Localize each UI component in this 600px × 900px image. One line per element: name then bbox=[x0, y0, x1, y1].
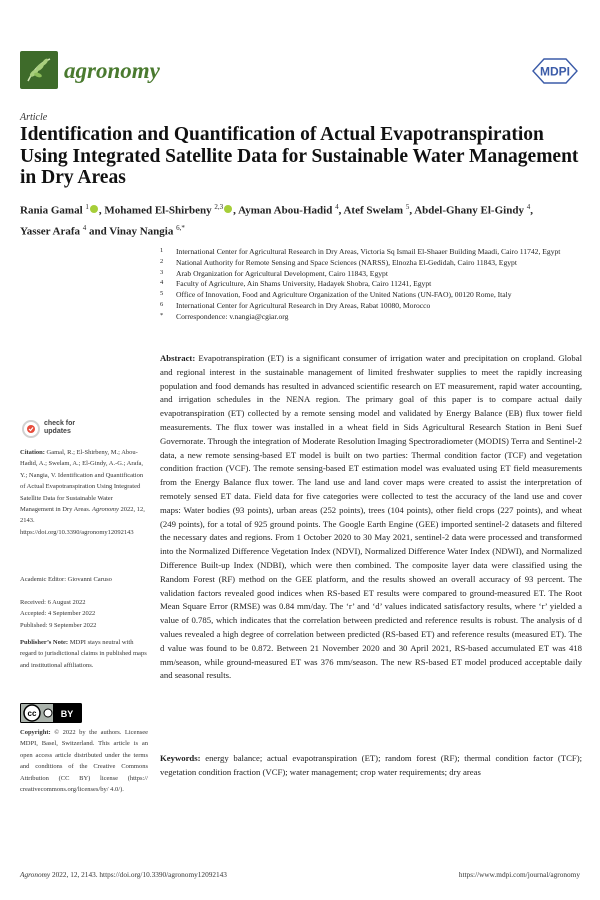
author: Rania Gamal bbox=[20, 204, 83, 217]
author: Vinay Nangia bbox=[109, 225, 174, 238]
published-date: Published: 9 September 2022 bbox=[20, 621, 97, 629]
citation-journal: Agronomy bbox=[92, 506, 119, 514]
page-footer bbox=[20, 870, 580, 882]
check-for-updates-button[interactable]: check for updates bbox=[44, 420, 76, 435]
footer-journal: Agronomy bbox=[20, 870, 51, 879]
cc-by-license-icon[interactable] bbox=[20, 703, 82, 723]
paper-title: Identification and Quantification of Actual Evapotranspiration Using Integrated Satellite Data for Sustainable Water Management in Dry Areas bbox=[20, 124, 579, 188]
citation-text: Gamal, R.; El-Shirbeny, M.; Abou-Hadid, A.; Swelam, A.; El-Gindy, A.-G.; Arafa, Y.; Nangia, V. Identification and Quantification of Actual Evapotranspiration Using Integrated Satellite Data for Sustainable Water Management in Dry Areas. bbox=[20, 449, 144, 514]
svg-text:cc: cc bbox=[27, 709, 37, 718]
copyright-text: © 2022 by the authors. Licensee MDPI, Basel, Switzerland. This article is an open access article distributed under the terms and conditions of the Creative Commons Attribution (CC BY) license (https:// creativecommons.org/licenses/by/ 4.0/). bbox=[20, 729, 148, 794]
orcid-icon[interactable] bbox=[224, 205, 232, 213]
keywords-label: Keywords: bbox=[160, 753, 201, 763]
copyright-label: Copyright: bbox=[20, 729, 51, 736]
author: Ayman Abou-Hadid bbox=[238, 204, 333, 217]
author: Atef Swelam bbox=[343, 204, 404, 217]
citation-label: Citation: bbox=[20, 449, 45, 456]
abstract bbox=[160, 352, 582, 683]
footer-citation: 2022, 12, 2143. https://doi.org/10.3390/agronomy12092143 bbox=[51, 870, 227, 879]
check-for-updates-icon[interactable] bbox=[22, 420, 40, 438]
received-date: Received: 6 August 2022 bbox=[20, 599, 86, 606]
publisher-note-label: Publisher’s Note: bbox=[20, 639, 69, 646]
svg-text:BY: BY bbox=[60, 709, 74, 719]
author-list: Rania Gamal $^1$ , Mohamed El-Shirbeny $^{2,3}$ , Ayman Abou-Hadid $^4$, Atef Swelam $^5$, Abdel-Ghany El-Gindy $^4$, Yasser Arafa $^4$ and Vinay Nangia $^{6,*}$ bbox=[20, 203, 533, 238]
footer-journal-link[interactable]: https://www.mdpi.com/journal/agronomy bbox=[458, 870, 580, 879]
accepted-date: Accepted: 4 September 2022 bbox=[20, 610, 96, 618]
author: Mohamed El-Shirbeny bbox=[104, 204, 212, 217]
article-type: Article bbox=[20, 112, 48, 123]
publication-dates bbox=[20, 597, 148, 631]
author: Yasser Arafa bbox=[20, 225, 80, 238]
correspondence: * Correspondence: v.nangia@cgiar.org bbox=[160, 311, 289, 321]
mdpi-logo-text: MDPI bbox=[540, 64, 570, 79]
journal-logo-icon bbox=[20, 51, 58, 89]
affiliation-item: 5 Office of Innovation, Food and Agriculture Organization of the United Nations (UN-FAO), 00120 Rome, Italy bbox=[160, 290, 512, 300]
mdpi-logo bbox=[532, 58, 578, 84]
citation-details: 2022, 12, 2143. https://doi.org/10.3390/agronomy12092143 bbox=[20, 506, 145, 536]
academic-editor: Academic Editor: Giovanni Caruso bbox=[20, 576, 112, 583]
keywords-text: energy balance; actual evapotranspiration (ET); random forest (RF); thermal condition factor (TCF); vegetation condition fraction (VCF); water management; crop water requirements; dry areas bbox=[160, 753, 582, 777]
copyright bbox=[20, 727, 148, 795]
affiliation-item: 1 International Center for Agricultural Research in Dry Areas, Victoria Sq Ismail El-Shaaer Building Maadi, Cairo 11742, Egypt bbox=[160, 247, 561, 256]
abstract-text: Evapotranspiration (ET) is a significant consumer of irrigation water and precipitation on cropland. Global and regional interest in the sustainable management of limited freshwater supplies to meet the rapidly increasing population and food demands has resulted in advanced scientific research on ET measurement, rapid water accounting, and irrigation schedules in the NENA region. The primary goal of this paper is to compare actual daily evapotranspiration (ET) collected by a remote sensing model and validated by Energy Balance (EB) flux tower field measurements. The flux tower was installed in a wheat field in Sids Agricultural Research Station in Beni Suef Governorate. Through the integration of Moderate Resolution Imaging Spectroradiometer (MODIS) Terra and Sentinel-2 data, a new remote sensing-based ET model is built on two parties: Thermal condition factor (TCF) and vegetation condition fraction (VCF). The remote sensing-based ET estimation model was evaluated using ET field measurements from the Energy Balance flux tower. The land use and land cover maps were created to assist the interpretation of remotely sensed ET data. Field data for five categories were collected to test the accuracy of the land use and cover maps: Water bodies (93 points), urban areas (252 points), trees (104 points), other field crops (227 points), and wheat (249 points), for a total of 925 ground points. The Google Earth Engine (GEE) imported sentinel-2 datasets and filtered the necessary dates and regions. From 1 October 2020 to 30 May 2021, sentinel-2 data were processed and transformed into the Normalized Difference Vegetation Index (NDVI), Normalized Difference Water Index (NDWI), and Normalized Difference Built-up Index (NDBI), which were then combined. The composite layer data were classified using the Random Forest (RF) method on the GEE platform, and the results showed an overall accuracy of 93 percent. The validation factors revealed good indices when RS-based ET results were compared to ground-measured ET. The Root Mean Square Error (RMSE) was 0.84 mm/day. The ‘r’ and ‘d’ values indicated satisfactory results, where ‘r’ yielded a value of 0.785, which indicates that the correlation between predicted and reference results is robust. The analysis of d values revealed a high degree of correlation between predicted (RS-based ET) and reference results (measured ET). The d value was found to be 0.872. Between 21 November 2020 and 30 April 2021, RS-based accumulated ET was 418 mm/season, while ground-measured ET was 376 mm/season. The new RS-based ET model produced acceptable daily and seasonal results. bbox=[160, 353, 582, 681]
journal-name: agronomy bbox=[64, 58, 160, 83]
affiliation-item: 2 National Authority for Remote Sensing and Space Sciences (NARSS), Elnozha El-Gedidah, Cairo 11843, Egypt bbox=[160, 257, 517, 267]
keywords bbox=[160, 752, 582, 780]
orcid-icon[interactable] bbox=[90, 205, 98, 213]
publisher-note: Publisher’s Note: MDPI stays neutral with regard to jurisdictional claims in published maps and institutional affiliations. bbox=[20, 639, 147, 669]
affiliation-item: 4 Faculty of Agriculture, Ain Shams University, Hadayek Shobra, Cairo 11241, Egypt bbox=[160, 279, 432, 289]
affiliation-item: 3 Arab Organization for Agricultural Development, Cairo 11843, Egypt bbox=[160, 268, 388, 278]
citation bbox=[20, 447, 148, 538]
affiliation-item: 6 International Center for Agricultural Research in Dry Areas, Rabat 10080, Morocco bbox=[160, 300, 431, 310]
author: Abdel-Ghany El-Gindy bbox=[414, 204, 524, 217]
affiliations bbox=[160, 247, 590, 323]
abstract-label: Abstract: bbox=[160, 353, 196, 363]
